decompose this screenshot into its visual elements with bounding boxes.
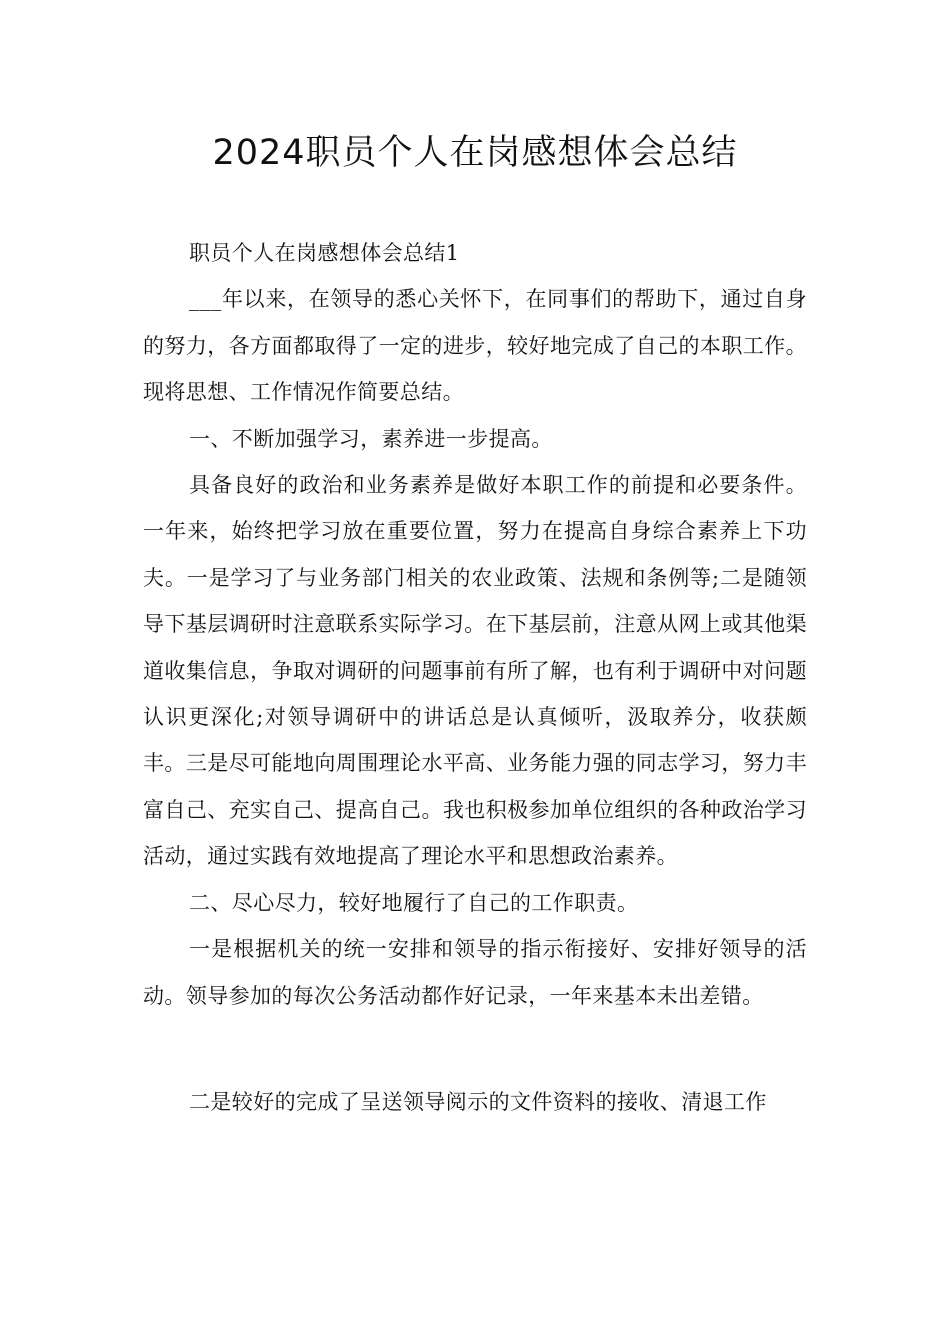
paragraph: 二是较好的完成了呈送领导阅示的文件资料的接收、清退工作 bbox=[189, 1089, 767, 1114]
paragraph: 一是根据机关的统一安排和领导的指示衔接好、安排好领导的活动。领导参加的每次公务活动都作好记录，一年来基本未出差错。 bbox=[143, 937, 807, 1008]
paragraph: ___年以来，在领导的悉心关怀下，在同事们的帮助下，通过自身的努力，各方面都取得了一定的进步，较好地完成了自己的本职工作。现将思想、工作情况作简要总结。 bbox=[143, 287, 807, 405]
subsection-heading: 二、尽心尽力，较好地履行了自己的工作职责。 bbox=[189, 890, 639, 915]
subsection-heading: 一、不断加强学习，素养进一步提高。 bbox=[189, 426, 553, 451]
document-title: 2024职员个人在岗感想体会总结 bbox=[212, 133, 738, 173]
paragraph: 具备良好的政治和业务素养是做好本职工作的前提和必要条件。一年来，始终把学习放在重要位置，努力在提高自身综合素养上下功夫。一是学习了与业务部门相关的农业政策、法规和条例等;二是随领导下基层调研时注意联系实际学习。在下基层前，注意从网上或其他渠道收集信息，争取对调研的问题事前有所了解，也有利于调研中对问题认识更深化;对领导调研中的讲话总是认真倾听，汲取养分，收获颇丰。三是尽可能地向周围理论水平高、业务能力强的同志学习，努力丰富自己、充实自己、提高自己。我也积极参加单位组织的各种政治学习活动，通过实践有效地提高了理论水平和思想政治素养。 bbox=[143, 473, 807, 869]
document-body bbox=[143, 230, 807, 1125]
section-heading: 职员个人在岗感想体会总结1 bbox=[189, 241, 460, 265]
